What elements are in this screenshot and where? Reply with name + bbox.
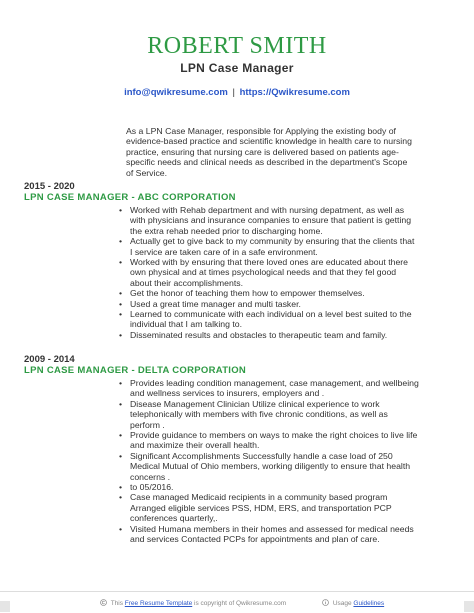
free-resume-template-link[interactable]: Free Resume Template — [124, 600, 193, 607]
footer-usage — [322, 599, 384, 607]
job-dates: 2015 - 2020 — [24, 181, 75, 192]
contact-separator: | — [232, 87, 235, 98]
job-title: LPN CASE MANAGER - ABC CORPORATION — [24, 192, 236, 203]
job-bullets — [119, 205, 419, 340]
list-item: • Disease Management Clinician Utilize clinical experience to work telephonically with members with five chronic conditions, as well as perform . — [119, 399, 419, 430]
list-item: • to 05/2016. — [119, 482, 419, 492]
footer — [0, 591, 474, 611]
list-item: • Worked with by ensuring that there loved ones are educated about there own physical and at times psychological needs and that they fel good about their accomplishments. — [119, 257, 419, 288]
list-item: • Visited Humana members in their homes and assessed for medical needs and services Contacted PCPs for appointments and plan of care. — [119, 524, 419, 545]
usage-prefix: Usage — [332, 600, 352, 607]
website-link[interactable]: https://Qwikresume.com — [239, 87, 350, 98]
job-title: LPN CASE MANAGER - DELTA CORPORATION — [24, 365, 247, 376]
job-bullets — [119, 378, 419, 545]
list-item: • Learned to communicate with each individual on a level best suited to the individual that I am talking to. — [119, 309, 419, 330]
footer-copyright — [100, 599, 286, 607]
summary-paragraph: As a LPN Case Manager, responsible for Applying the existing body of evidence-based practice and scientific knowledge in health care to nursing practice, ensuring that nursing care is delivered based on patients age-specific needs and clinical needs as described in the department's Scope of Service. — [126, 126, 412, 178]
candidate-role: LPN Case Manager — [180, 61, 294, 75]
email-link[interactable]: info@qwikresume.com — [124, 87, 228, 98]
info-icon — [322, 599, 329, 606]
list-item: • Get the honor of teaching them how to empower themselves. — [119, 288, 419, 298]
job-dates: 2009 - 2014 — [24, 354, 75, 365]
contact-line — [0, 87, 474, 98]
list-item: • Provide guidance to members on ways to make the right choices to live life and maximize their overall health. — [119, 430, 419, 451]
list-item: • Actually get to give back to my community by ensuring that the clients that I service are taken care of in a safe environment. — [119, 236, 419, 257]
usage-guidelines-link[interactable]: Guidelines — [353, 600, 385, 607]
footer-prefix: This — [110, 600, 123, 607]
job-entry-1 — [24, 181, 464, 340]
list-item: • Disseminated results and obstacles to therapeutic team and family. — [119, 330, 419, 340]
list-item: • Used a great time manager and multi tasker. — [119, 299, 419, 309]
list-item: • Case managed Medicaid recipients in a community based program Arranged eligible services PSS, HDM, ERS, and transportation PCP conferences quarterly,. — [119, 492, 419, 523]
list-item: • Worked with Rehab department and with nursing depatment, as well as with physicians and insurance companies to ensure that patient is getting the extra rehab needed prior to discharging home. — [119, 205, 419, 236]
list-item: • Significant Accomplishments Successfully handle a case load of 250 Medical Mutual of Ohio members, working diligently to ensure that health concerns . — [119, 451, 419, 482]
candidate-name: ROBERT SMITH — [147, 33, 327, 59]
copyright-icon — [100, 599, 107, 606]
footer-suffix: is copyright of Qwikresume.com — [194, 600, 287, 607]
job-entry-2 — [24, 354, 464, 545]
list-item: • Provides leading condition management, case management, and wellbeing and wellness services to insurers, employers and . — [119, 378, 419, 399]
